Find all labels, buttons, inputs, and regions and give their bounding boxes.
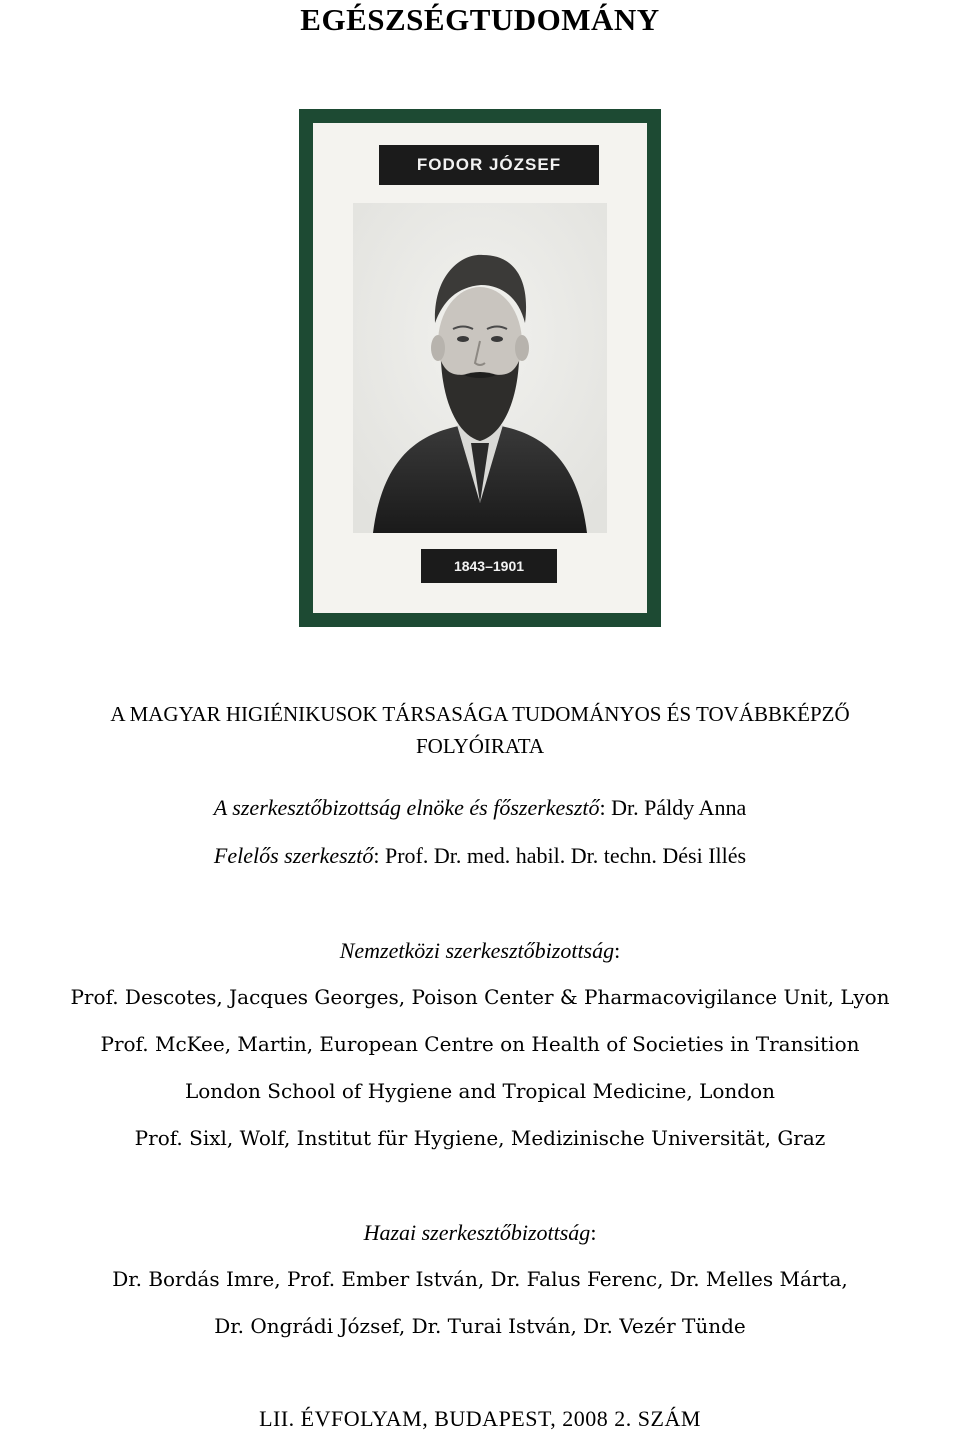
portrait-card-inner <box>313 123 647 613</box>
international-board-member: London School of Hygiene and Tropical Medicine, London <box>184 1079 775 1103</box>
journal-title: EGÉSZSÉGTUDOMÁNY <box>300 2 660 37</box>
international-board-member: Prof. McKee, Martin, European Centre on Health of Societies in Transition <box>100 1032 860 1056</box>
journal-description-line-2: FOLYÓIRATA <box>415 734 545 758</box>
responsible-editor-role: Felelős szerkesztő <box>213 843 374 868</box>
home-board-heading-colon: : <box>590 1220 597 1245</box>
international-board-heading <box>0 937 960 965</box>
chair-editor-line <box>0 794 960 822</box>
responsible-editor-name: : Prof. Dr. med. habil. Dr. techn. Dési Illés <box>373 843 747 868</box>
responsible-editor-line <box>0 842 960 870</box>
international-board-member: Prof. Descotes, Jacques Georges, Poison Center & Pharmacovigilance Unit, Lyon <box>70 985 890 1009</box>
journal-description <box>0 698 960 762</box>
portrait-years-label: 1843–1901 <box>421 549 557 583</box>
chair-editor-name: : Dr. Páldy Anna <box>599 795 747 820</box>
portrait-card <box>299 109 661 627</box>
portrait-name-label: FODOR JÓZSEF <box>379 145 599 185</box>
home-board-member: Dr. Ongrádi József, Dr. Turai István, Dr. Vezér Tünde <box>214 1314 746 1338</box>
chair-editor-role: A szerkesztőbizottság elnöke és főszerkesztő <box>213 795 600 820</box>
international-board-member: Prof. Sixl, Wolf, Institut für Hygiene, Medizinische Universität, Graz <box>134 1126 826 1150</box>
international-board-heading-text: Nemzetközi szerkesztőbizottság <box>339 938 615 963</box>
home-board-heading <box>0 1219 960 1247</box>
journal-description-line-1: A MAGYAR HIGIÉNIKUSOK TÁRSASÁGA TUDOMÁNYOS ÉS TOVÁBBKÉPZŐ <box>110 702 850 726</box>
portrait-photo <box>353 203 607 533</box>
home-board-member: Dr. Bordás Imre, Prof. Ember István, Dr. Falus Ferenc, Dr. Melles Márta, <box>112 1267 848 1291</box>
issue-line: LII. ÉVFOLYAM, BUDAPEST, 2008 2. SZÁM <box>259 1406 701 1431</box>
home-board-heading-text: Hazai szerkesztőbizottság <box>363 1220 591 1245</box>
international-board-heading-colon: : <box>614 938 621 963</box>
